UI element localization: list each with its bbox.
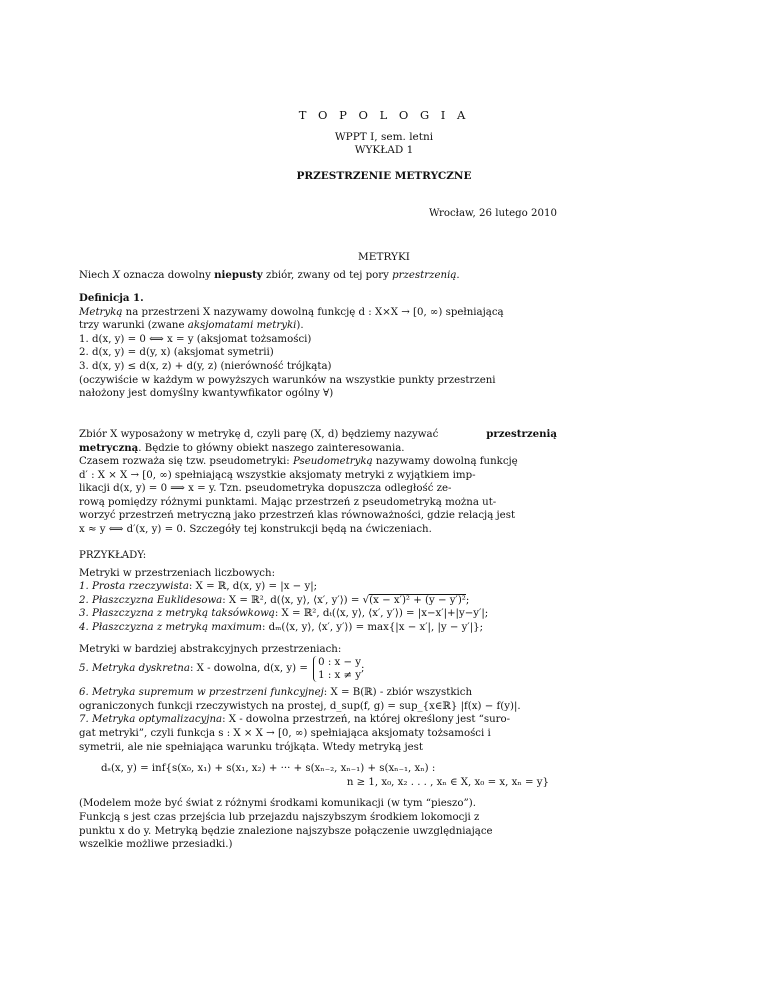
metric-space-paragraph	[79, 428, 557, 455]
pseudometric-line: likacji d(x, y) = 0 ⟹ x = y. Tzn. pseudometryka dopuszcza odległość ze-	[79, 483, 452, 495]
example-name: 7. Metryka optymalizacyjna	[79, 714, 223, 726]
definition-note: (oczywiście w każdym w powyższych warunków na wszystkie punkty przestrzeni	[79, 374, 496, 386]
definition-italic: aksjomatami metryki	[187, 320, 297, 332]
example-line: ograniczonych funkcji rzeczywistych na prostej, d_sup(f, g) = sup_{x∈ℝ} |f(x) − f(y)|.	[79, 700, 521, 712]
example-item	[79, 607, 557, 621]
example-item	[79, 621, 557, 635]
intro-paragraph	[79, 269, 557, 283]
definition-term: Metryką	[79, 306, 123, 318]
pseudometric-text: nazywamy dowolną funkcję	[372, 456, 518, 467]
intro-text: Niech	[79, 270, 113, 281]
axiom-item: 2. d(x, y) = d(y, x) (aksjomat symetrii)	[79, 347, 274, 359]
definition-block	[79, 292, 557, 401]
abstract-heading: Metryki w bardziej abstrakcyjnych przestrzeniach:	[79, 643, 342, 655]
definition-text: trzy warunki (zwane	[79, 320, 188, 332]
formula-line: dₛ(x, y) = inf{s(x₀, x₁) + s(x₁, x₂) + ··· + s(xₙ₋₂, xₙ₋₁) + s(xₙ₋₁, xₙ) :	[101, 763, 436, 775]
intro-text: zbiór, zwany od tej pory	[262, 270, 393, 281]
lecture-number: WYKŁAD 1	[354, 144, 414, 156]
definition-line	[79, 319, 557, 333]
example-formula: ;	[361, 663, 365, 675]
examples-block	[79, 549, 557, 852]
model-line: wszelkie możliwe przesiadki.)	[79, 839, 233, 851]
pseudometric-paragraph	[79, 455, 557, 537]
example-item	[79, 713, 557, 727]
place-date: Wrocław, 26 lutego 2010	[428, 208, 557, 219]
course-info: WPPT I, sem. letni	[334, 131, 434, 143]
document-title: T O P O L O G I A	[298, 108, 470, 122]
example-item	[79, 594, 557, 608]
formula-line: n ≥ 1, x₀, x₂ . . . , xₙ ∈ X, x₀ = x, xₙ = y}	[346, 776, 549, 788]
example-item	[79, 656, 557, 682]
topic-title: PRZESTRZENIE METRYCZNE	[296, 170, 472, 182]
pseudometric-text: Czasem rozważa się tzw. pseudometryki:	[79, 456, 293, 467]
section-heading: METRYKI	[358, 251, 410, 263]
axiom-item: 3. d(x, y) ≤ d(x, z) + d(y, z) (nierówność trójkąta)	[79, 360, 332, 372]
pseudometric-line: rową pomiędzy różnymi punktami. Mając przestrzeń z pseudometryką można ut-	[79, 496, 497, 508]
example-line: symetrii, ale nie spełniająca warunku trójkąta. Wtedy metryką jest	[79, 741, 423, 753]
example-formula: : X - dowolna przestrzeń, na której określony jest “suro-	[222, 714, 511, 726]
examples-heading: PRZYKŁADY:	[79, 550, 147, 561]
definition-note: nałożony jest domyślny kwantywfikator ogólny ∀)	[79, 388, 334, 400]
metric-space-bold: przestrzenią	[486, 428, 557, 440]
example-formula: : dₘ(⟨x, y⟩, ⟨x′, y′⟩) = max{|x − x′|, |y − y′|};	[261, 621, 484, 633]
example-formula: ;	[465, 594, 470, 606]
intro-text: oznacza dowolny	[119, 270, 215, 281]
definition-heading: Definicja 1.	[79, 292, 144, 304]
metric-space-text: Zbiór X wyposażony w metrykę d, czyli parę (X, d) będziemy nazywać	[79, 429, 439, 440]
example-formula: : X = ℝ, d(x, y) = |x − y|;	[188, 581, 318, 593]
axiom-item: 1. d(x, y) = 0 ⟺ x = y (aksjomat tożsamości)	[79, 333, 312, 345]
definition-text: ).	[296, 320, 304, 332]
example-formula: : X = ℝ², d(⟨x, y⟩, ⟨x′, y′⟩) =	[222, 594, 363, 606]
model-line: Funkcją s jest czas przejścia lub przejazdu najszybszym środkiem lokomocji z	[79, 811, 480, 823]
header-block	[0, 108, 768, 182]
pseudometric-line: worzyć przestrzeń metryczną jako przestrzeń klas równoważności, gdzie relacją jest	[79, 510, 516, 522]
metric-space-bold: metryczną	[79, 441, 139, 454]
example-name: 1. Prosta rzeczywista	[79, 581, 189, 593]
sqrt-icon: √	[362, 594, 370, 606]
example-line: gat metryki”, czyli funkcja s : X × X → [0, ∞) spełniająca aksjomaty tożsamości i	[79, 727, 491, 739]
example-formula: : X = B(ℝ) - zbiór wszystkich	[323, 687, 473, 699]
case-line: 1 : x ≠ y	[318, 670, 362, 682]
example-name: 6. Metryka supremum w przestrzeni funkcyjnej	[79, 687, 324, 699]
numeric-heading: Metryki w przestrzeniach liczbowych:	[79, 567, 275, 579]
metric-space-line	[79, 442, 557, 456]
example-name: 3. Płaszczyzna z metryką taksówkową	[79, 608, 275, 620]
example-formula: : X = ℝ², dₜ(⟨x, y⟩, ⟨x′, y′⟩) = |x−x′|+|y−y′|;	[274, 608, 489, 620]
intro-var: X	[112, 270, 120, 281]
example-name: 2. Płaszczyzna Euklidesowa	[79, 594, 223, 606]
piecewise-brace	[313, 656, 361, 682]
definition-text: na przestrzeni X nazywamy dowolną funkcję d : X×X → [0, ∞) spełniającą	[122, 306, 504, 318]
example-formula: : X - dowolna, d(x, y) =	[189, 663, 312, 675]
pseudometric-line	[79, 455, 557, 469]
case-line: 0 : x − y	[318, 657, 362, 669]
metric-space-line	[79, 428, 557, 442]
intro-bold: niepusty	[214, 269, 263, 281]
model-line: (Modelem może być świat z różnymi środkami komunikacji (w tym “pieszo”).	[79, 798, 476, 810]
metric-space-text: . Będzie to główny obiekt naszego zainteresowania.	[138, 442, 405, 454]
example-name: 5. Metryka dyskretna	[79, 663, 190, 675]
model-line: punktu x do y. Metryką będzie znalezione najszybsze połączenie uwzględniające	[79, 825, 493, 837]
example-item	[79, 580, 557, 594]
definition-line	[79, 306, 557, 320]
example-name: 4. Płaszczyzna z metryką maximum	[79, 621, 262, 633]
example-item	[79, 686, 557, 700]
intro-italic: przestrzenią	[392, 270, 457, 281]
intro-text: .	[456, 270, 460, 281]
pseudometric-line: d′ : X × X → [0, ∞) spełniającą wszystkie aksjomaty metryki z wyjątkiem imp-	[79, 469, 476, 481]
pseudometric-term: Pseudometryką	[292, 456, 373, 467]
sqrt-body: (x − x′)² + (y − y′)²	[369, 594, 466, 606]
pseudometric-line: x ≈ y ⟺ d′(x, y) = 0. Szczegóły tej konstrukcji będą na ćwiczeniach.	[79, 523, 432, 535]
